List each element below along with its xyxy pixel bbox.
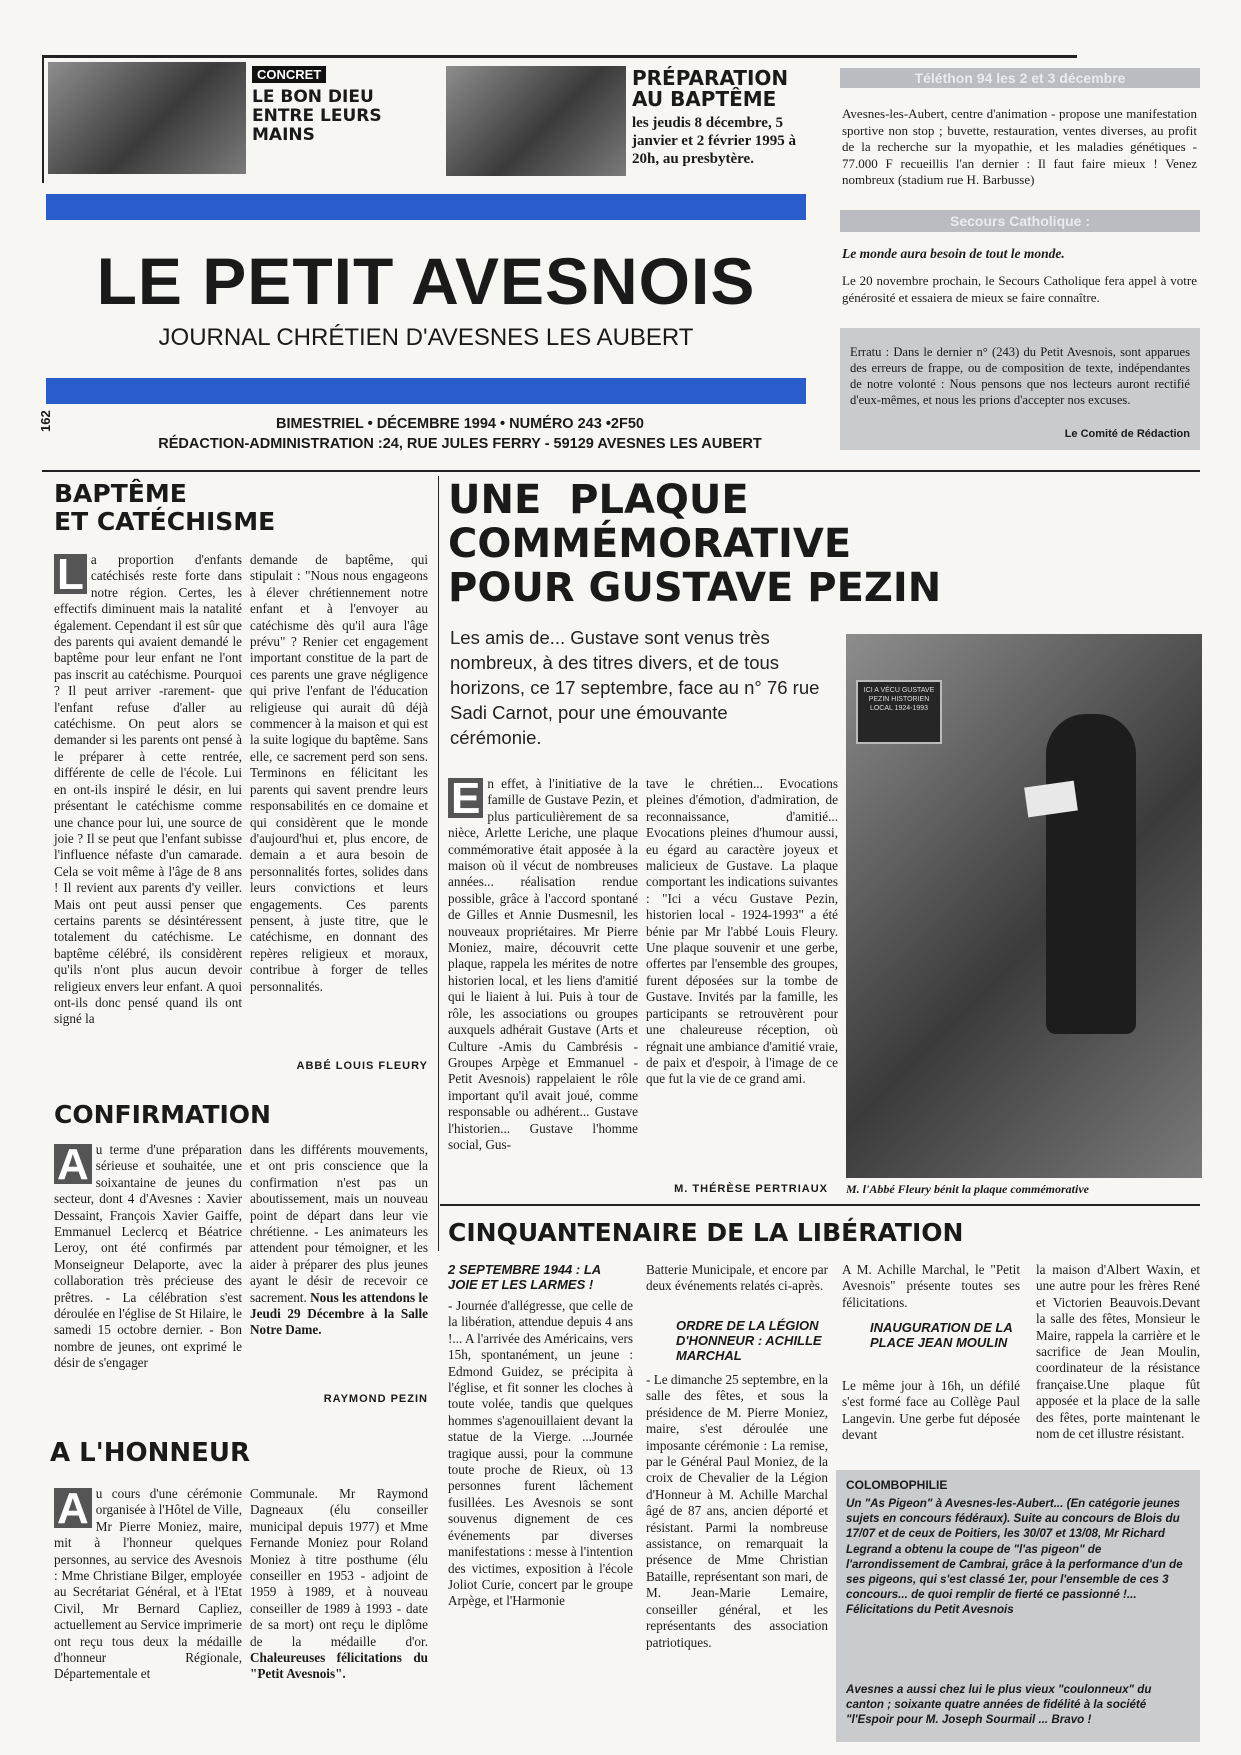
masthead-rule [42,470,1200,472]
masthead-top-bar [46,194,806,220]
secours-text: Le 20 novembre prochain, le Secours Catholique fera appel à votre générosité et essaiera de mieux se faire connaître. [842,273,1197,305]
liberation-col-4: la maison d'Albert Waxin, et une autre pour les frères René et Victorien Beauvois.Devant la salle des fêtes, Monsieur le Maire, rappela la carrière et le sacrifice de Jean Moulin, coordinateur de la résistance française.Une plaque fût apposée et la place de la salle des fêtes, porte maintenant le nom de cet illustre résistant. [1036,1262,1200,1442]
baptism-photo [446,66,626,176]
masthead-address-line: RÉDACTION-ADMINISTRATION :24, RUE JULES FERRY - 59129 AVESNES LES AUBERT [158,436,762,452]
honneur-col-2: Communale. Mr Raymond Dagneaux (élu conseiller municipal depuis 1977) et Mme Fernande Moniez pour Roland Moniez à titre posthume (élu conseiller en 1953 - adjoint de 1959 à 1989, et à nouveau conseiller de 1989 à 1993 - date de sa mort) ont reçu le diplôme de la médaille d'or. Chaleureuses félicitations du "Petit Avesnois". [250,1486,428,1682]
liberation-sub-2: ORDRE DE LA LÉGION D'HONNEUR : ACHILLE MARCHAL [676,1318,822,1363]
bapteme-col-1: L a proportion d'enfants catéchisés reste forte dans notre région. Certes, les effectifs diminuent mais la natalité également. Cependant il est sûr que des parents qui avaient demandé le baptême pour leur enfant ne l'ont pas inscrit au catéchisme. Pourquoi ? Il peut arriver -rarement- que l'enfant refuse d'aller au catéchisme. On peut alors se demander si les parents ont pensé à le préparer à cette rentrée, différente de celle de l'école. Lui en ont-ils inspiré le désir, en lui présentant le catéchisme comme une chance pour lui, une source de joie ? Il se peut que l'enfant subisse l'influence néfaste d'un camarade. Cela se voit même à l'âge de 8 ans ! Il revient aux parents d'y veiller. Mais ont peut aussi penser que certains parents se désintéressent totalement du catéchisme. Le baptême célébré, ils considèrent qu'ils n'ont plus aucun devoir religieux envers leur enfant. A quoi ont-ils donc pensé quand ils ont signé la [54,550,242,1027]
preparation-headline: PRÉPARATION AU BAPTÊME [632,66,789,111]
bapteme-title-1: BAPTÊME [54,479,187,508]
bon-dieu-headline: LE BON DIEU ENTRE LEURS MAINS [252,87,382,145]
concret-tag: CONCRET [252,66,326,83]
plaque-title-3: POUR GUSTAVE PEZIN [448,565,942,611]
telethon-band: Téléthon 94 les 2 et 3 décembre [840,68,1200,88]
confirmation-col-2: dans les différents mouvements, et ont pris conscience que la confirmation n'est pas un aboutissement, mais un nouveau point de départ dans leur vie chrétienne. - Les animateurs les attendent pour témoigner, et les aider à préparer des plus jeunes ayant le désir de recevoir ce sacrement. Nous les attendons le Jeudi 29 Décembre à la Salle Notre Dame. [250,1142,428,1338]
commemorative-plaque-icon: ICI A VÉCU GUSTAVE PEZIN HISTORIEN LOCAL 1924-1993 [856,680,942,744]
telethon-text: Avesnes-les-Aubert, centre d'animation - propose une manifestation sportive non stop ; buvette, restauration, ventes diverses, au profit de la recherche sur la myopathie, et les maladies génétiques - 77.000 F recueillis l'an dernier : Il faut faire mieux ! Venez nombreux (stadium rue H. Barbusse) [842,106,1197,187]
confirmation-signature: RAYMOND PEZIN [323,1393,428,1405]
page-side-number: 162 [38,410,53,432]
preparation-text: les jeudis 8 décembre, 5 janvier et 2 février 1995 à 20h, au presbytère. [632,115,796,167]
top-rule [42,55,1077,58]
masthead-issue-line: BIMESTRIEL • DÉCEMBRE 1994 • NUMÉRO 243 •2F50 [276,416,644,432]
photo-caption: M. l'Abbé Fleury bénit la plaque commémorative [846,1182,1089,1196]
honneur-col-1: A u cours d'une cérémonie organisée à l'Hôtel de Ville, Mr Pierre Moniez, maire, mit à l'honneur quelques personnes, au service des Avesnois : Mme Christiane Bilger, employée au Secrétariat Général, et à l'Etat Civil, Mr Bernard Capliez, actuellement au Service imprimerie ont reçu tous deux la médaille d'honneur Régionale, Départementale et [54,1484,242,1682]
dropcap: E [448,778,483,818]
dropcap: L [54,554,87,594]
liberation-col-3b: Le même jour à 16h, un défilé s'est formé face au Collège Paul Langevin. Une gerbe fut déposée devant [842,1378,1020,1443]
liberation-col-2a: Batterie Municipale, et encore par deux événements relatés ci-après. [646,1262,828,1294]
dropcap: A [54,1488,92,1528]
left-rule [42,55,44,183]
nativity-figurines-photo [48,62,246,174]
masthead-title: LE PETIT AVESNOIS [96,244,756,318]
secours-lead: Le monde aura besoin de tout le monde. [842,246,1065,261]
masthead-subtitle: JOURNAL CHRÉTIEN D'AVESNES LES AUBERT [158,324,694,351]
bapteme-signature: ABBÉ LOUIS FLEURY [296,1060,428,1072]
liberation-col-1: - Journée d'allégresse, que celle de la libération, attendue depuis 4 ans !... A l'arrivée des Américains, vers 15h, spontanément, un jeune : Edmond Guidez, se précipita à l'église, et fit sonner les cloches à toute volée, tandis que quelques hommes s'agenouillaient devant la statue de la Vierge. ...Journée tragique aussi, pour la commune toute proche de Rieux, où 13 personnes furent lâchement fusillées. Les Avesnois se sont souvenus dignement de ces événements par diverses manifestations : messe à l'intention des victimes, exposition à l'école Joliot Curie, concert par le groupe Arpège, et l'Harmonie [448,1298,633,1609]
colombophilie-text: Un "As Pigeon" à Avesnes-les-Aubert... (En catégorie jeunes sujets en concours fédéraux). Suite au concours de Blois du 17/07 et de ceux de Poitiers, les 30/07 et 13/08, Mr Richard Legrand a obtenu la coupe de "l'as pigeon" de l'arrondissement de Cambrai, grâce à la performance d'un de ses pigeons, qui s'est classé 1er, pour l'ensemble de ces 3 concours... de quoi remplir de fierté ce passionné !... Félicitations du Petit Avesnois [846,1497,1183,1617]
ceremony-photo [846,634,1202,1178]
honneur-title: A L'HONNEUR [50,1438,250,1468]
plaque-lead: Les amis de... Gustave sont venus très nombreux, à des titres divers, et de tous horizons, ce 17 septembre, face au n° 76 rue Sadi Carnot, pour une émouvante cérémonie. [450,627,820,748]
priest-figure-icon [1046,714,1136,1034]
erratum-signature: Le Comité de Rédaction [1064,428,1190,440]
colombophilie-text-2: Avesnes a aussi chez lui le plus vieux "coulonneux" du canton ; soixante quatre années de fidélité à la société "l'Espoir pour M. Joseph Sourmail ... Bravo ! [846,1683,1152,1727]
confirmation-title: CONFIRMATION [54,1100,271,1129]
liberation-col-3a: A M. Achille Marchal, le "Petit Avesnois" présente toutes ses félicitations. [842,1262,1020,1310]
liberation-sub-1: 2 SEPTEMBRE 1944 : LA JOIE ET LES LARMES ! [448,1262,601,1292]
plaque-title-1: UNE PLAQUE [448,477,749,523]
plaque-col-1: E n effet, à l'initiative de la famille de Gustave Pezin, et plus particulièrement de sa nièce, Arlette Leriche, une plaque commémorative était apposée à la maison où il vécut de nombreuses années... réalisation rendue possible, grâce à l'accord spontané de Gilles et Annie Dusmesnil, les nouveaux propriétaires. Mr Pierre Moniez, maire, découvrit cette plaque, rappela les mérites de notre historien local, et les liens d'amitié qui le liaient à lui. Puis à tour de rôle, les associations ou groupes auxquels adhérait Gustave (Arts et Culture -Amis du Cambrésis - Groupes Arpège et Emmanuel - Petit Avesnois) rappelaient le rôle important qu'il avait joué, comme responsable ou adhérent... Gustave l'historien... Gustave l'homme social, Gus- [448,774,638,1152]
plaque-signature: M. THÉRÈSE PERTRIAUX [674,1183,828,1195]
confirmation-col-1: A u terme d'une préparation sérieuse et souhaitée, une soixantaine de jeunes du secteur, dont 4 d'Avesnes : Xavier Dessaint, François Xavier Gaiffe, Emmanuel Leclercq et Béatrice Leroy, ont été confirmés par Monseigneur Delaporte, avec la collaboration très précieuse des prêtres. - La célébration s'est déroulée en l'église de St Hilaire, le samedi 15 octobre dernier. - Bon nombre de jeunes, ont exprimé le désir de s'engager [54,1140,242,1371]
dropcap: A [54,1144,92,1184]
column-divider [438,476,439,1251]
erratum-text: Erratu : Dans le dernier n° (243) du Petit Avesnois, sont apparues des erreurs de frappe, ou de composition de texte, indépendantes de notre volonté : Nous pensons que nos lecteurs auront rectifié d'eux-mêmes, et nous les prions d'accepter nos excuses. [850,345,1190,407]
masthead-bottom-bar [46,378,806,404]
liberation-sub-3: INAUGURATION DE LA PLACE JEAN MOULIN [870,1320,1013,1350]
plaque-col-2: tave le chrétien... Evocations pleines d'émotion, d'admiration, de reconnaissance, d'amitié... Evocations pleines d'humour aussi, eu égard au caractère joyeux et malicieux de Gustave. La plaque comportant les indications suivantes : "Ici a vécu Gustave Pezin, historien local - 1924-1993" a été bénie par Mr l'abbé Louis Fleury. Une plaque souvenir et une gerbe, offertes par l'ensemble des groupes, furent déposées sur la tombe de Gustave. Invités par la famille, les participants se retrouvèrent pour une chaleureuse réception, où régnait une ambiance d'amitié vraie, de paix et d'espoir, à l'image de ce que fut la vie de ce grand ami. [646,776,838,1087]
liberation-rule [440,1204,1200,1206]
secours-band: Secours Catholique : [840,210,1200,232]
liberation-title: CINQUANTENAIRE DE LA LIBÉRATION [448,1218,964,1247]
bapteme-title-2: ET CATÉCHISME [54,507,276,536]
plaque-title-2: COMMÉMORATIVE [448,521,852,567]
liberation-col-2b: - Le dimanche 25 septembre, en la salle des fêtes, et sous la présidence de M. Pierre Moniez, maire, s'est déroulée une imposante cérémonie : La remise, par le Général Paul Moniez, de la croix de Chevalier de la Légion d'Honneur à M. Achille Marchal âgé de 87 ans, ancien déporté et résistant. Parmi la nombreuse assistance, on remarquait la présence de Mme Christian Bataille, représentant son mari, de M. Jean-Marie Lemaire, conseiller général, et les représentants des association patriotiques. [646,1372,828,1650]
colombophilie-title: COLOMBOPHILIE [846,1478,948,1492]
bapteme-col-2: demande de baptême, qui stipulait : "Nous nous engageons à élever chrétiennement notre enfant et à l'envoyer au catéchisme dès qu'il aura l'âge prévu" ? Renier cet engagement important constitue de la part de ces parents une grave négligence qui prive l'enfant de l'éducation religieuse qui aurait dû déjà commencer à la maison et qui est la suite logique du baptême. Sans elle, ce sacrement perd son sens. Terminons en félicitant les parents qui savent prendre leurs responsabilités en ce domaine et qui considèrent que le monde d'aujourd'hui et, plus encore, de demain a et aura besoin de personnalités fortes, solides dans leurs convictions et leurs engagements. Ces parents pensent, à juste titre, que le catéchisme, en donnant des repères religieux et moraux, contribue à forger de telles personnalités. [250,552,428,994]
